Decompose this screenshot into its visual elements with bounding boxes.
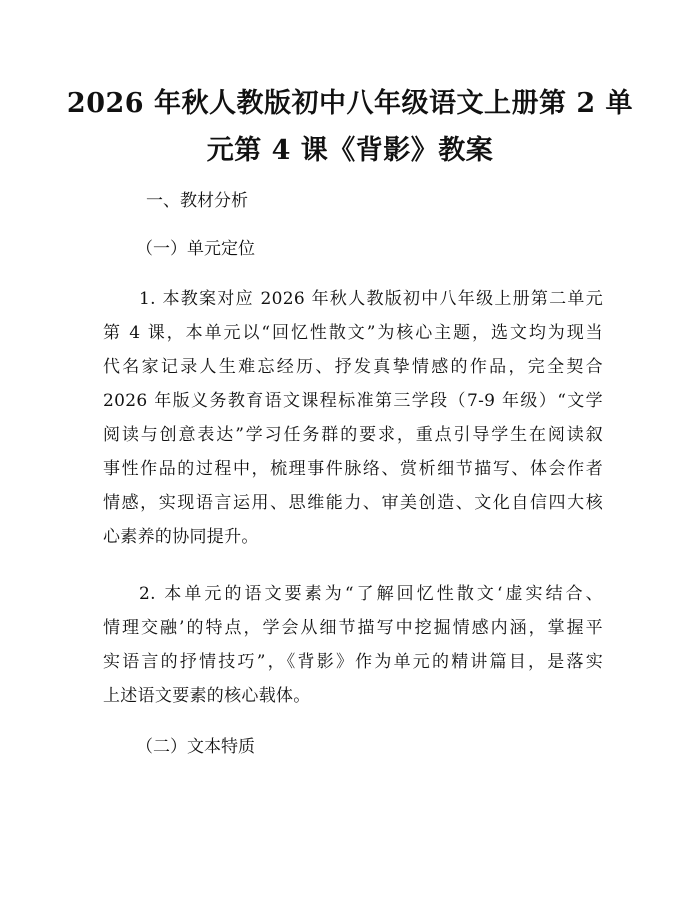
subsection-heading-unit-positioning: （一）单元定位 — [136, 239, 255, 259]
paragraph-1-line: 阅读与创意表达”学习任务群的要求，重点引导学生在阅读叙 — [103, 425, 603, 445]
paragraph-1-line: 心素养的协同提升。 — [103, 527, 259, 547]
paragraph-1-line: 代名家记录人生难忘经历、抒发真挚情感的作品，完全契合 — [103, 357, 603, 377]
paragraph-2-line: 情理交融’的特点，学会从细节描写中挖掘情感内涵，掌握平 — [103, 618, 603, 638]
paragraph-2-line: 实语言的抒情技巧”，《背影》作为单元的精讲篇目，是落实 — [103, 652, 603, 672]
paragraph-1-line: 1. 本教案对应 2026 年秋人教版初中八年级上册第二单元 — [139, 289, 603, 309]
paragraph-1-line: 2026 年版义务教育语文课程标准第三学段（7-9 年级）“文学 — [103, 391, 603, 411]
document-title-line-1: 2026 年秋人教版初中八年级语文上册第 2 单 — [66, 88, 634, 119]
paragraph-2 — [103, 577, 603, 713]
document-title-line-2: 元第 4 课《背影》教案 — [206, 135, 494, 166]
paragraph-1 — [103, 282, 603, 554]
subsection-heading-text-features: （二）文本特质 — [136, 737, 255, 757]
paragraph-2-line: 2. 本单元的语文要素为“了解回忆性散文‘虚实结合、 — [139, 584, 603, 604]
paragraph-2-line: 上述语文要素的核心载体。 — [103, 686, 311, 706]
paragraph-1-line: 事性作品的过程中，梳理事件脉络、赏析细节描写、体会作者 — [103, 459, 603, 479]
section-heading-textbook-analysis: 一、教材分析 — [146, 191, 248, 211]
paragraph-1-line: 第 4 课，本单元以“回忆性散文”为核心主题，选文均为现当 — [103, 323, 603, 343]
paragraph-1-line: 情感，实现语言运用、思维能力、审美创造、文化自信四大核 — [103, 493, 603, 513]
